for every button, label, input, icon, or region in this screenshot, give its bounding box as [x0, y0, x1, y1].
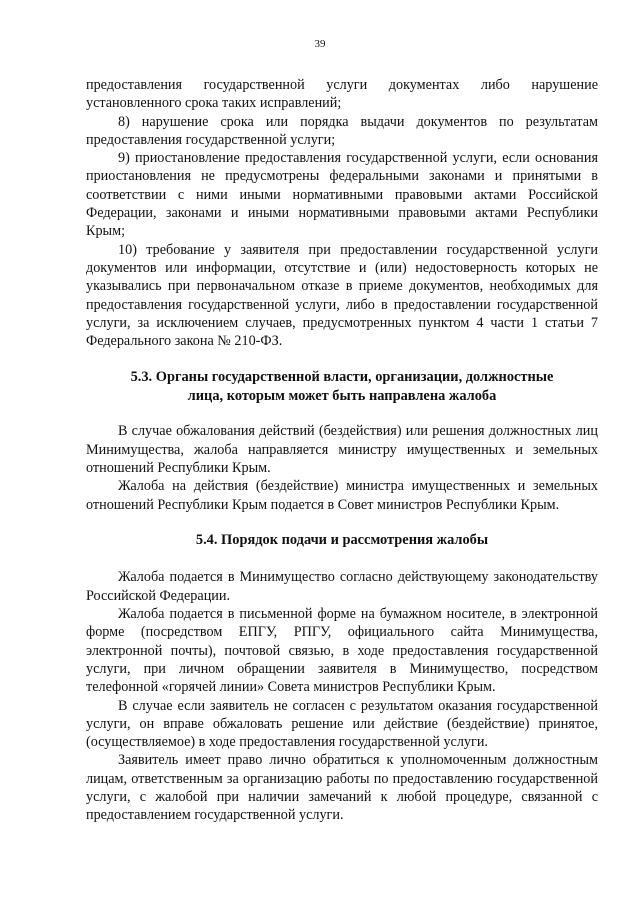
list-item-10: 10) требование у заявителя при предоставлении государственной услуги документов или информации, отсутствие и (или) недостоверность которых не указывались при первоначальном отказе в приеме документов, необходимых для предоставления государственной услуги, либо в предоставлении государственной услуги, за исключением случаев, предусмотренных пунктом 4 части 1 статьи 7 Федерального закона № 210-ФЗ. [86, 241, 598, 350]
section-5-4-paragraph-1: Жалоба подается в Минимущество согласно действующему законодательству Российской Федерации. [86, 569, 598, 604]
section-5-3-paragraph-2: Жалоба на действия (бездействие) министра имущественных и земельных отношений Республики Крым подается в Совет министров Республики Крым. [86, 478, 598, 513]
section-5-4-paragraph-2: Жалоба подается в письменной форме на бумажном носителе, в электронной форме (посредством ЕПГУ, РПГУ, официального сайта Минимущества, электронной почты), почтовой связью, в ходе предоставления государственной услуги, при личном обращении заявителя в Минимущество, посредством телефонной «горячей линии» Совета министров Республики Крым. [86, 606, 598, 696]
section-5-4-paragraph-4: Заявитель имеет право лично обратиться к уполномоченным должностным лицам, ответственным за организацию работы по предоставлению государственной услуги, с жалобой при наличии замечаний к любой процедуре, связанной с предоставлением государственной услуги. [86, 752, 598, 824]
section-5-4-heading: 5.4. Порядок подачи и рассмотрения жалобы [195, 531, 489, 548]
list-item-9: 9) приостановление предоставления государственной услуги, если основания приостановления не предусмотрены федеральными законами и принятыми в соответствии с ними иными нормативными правовыми актами Российской Федерации, законами и иными нормативными правовыми актами Республики Крым; [86, 150, 598, 240]
document-body [86, 76, 598, 825]
section-5-3-paragraph-1: В случае обжалования действий (бездействия) или решения должностных лиц Минимущества, жалоба направляется министру имущественных и земельных отношений Республики Крым. [86, 423, 598, 477]
page-number: 39 [314, 38, 326, 50]
paragraph-continuation: предоставления государственной услуги документах либо нарушение установленного срока таких исправлений; [86, 77, 598, 112]
section-5-4-paragraph-3: В случае если заявитель не согласен с результатом оказания государственной услуги, он вправе обжаловать решение или действие (бездействие) принятое, (осуществляемое) в ходе предоставления государственной услуги. [86, 697, 598, 751]
section-5-3-heading-line2: лица, которым может быть направлена жалоба [187, 387, 497, 404]
section-5-3-heading-line1: 5.3. Органы государственной власти, организации, должностные [130, 369, 554, 386]
section-5-3-heading [86, 368, 598, 405]
list-item-8: 8) нарушение срока или порядка выдачи документов по результатам предоставления государственной услуги; [86, 113, 598, 148]
